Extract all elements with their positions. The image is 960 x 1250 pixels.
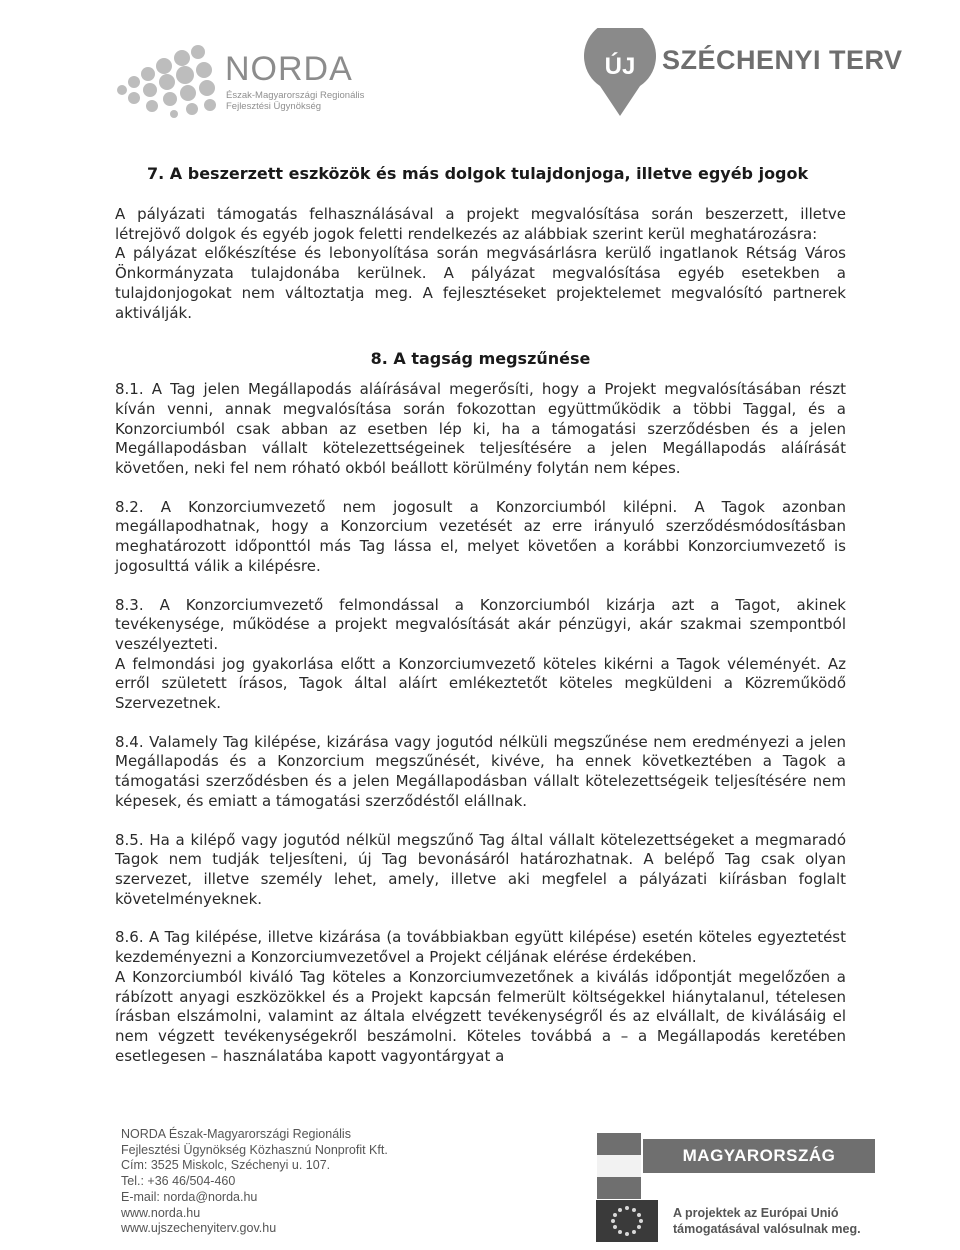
eu-support-text — [673, 1205, 861, 1237]
section-7-heading: 7. A beszerzett eszközök és más dolgok tulajdonjoga, illetve egyéb jogok — [147, 164, 809, 183]
footer-org-name-2: Fejlesztési Ügynökség Közhasznú Nonprofit Kft. — [121, 1142, 388, 1157]
magyarorszag-megujul-badge: MAGYARORSZÁG MEGÚJUL — [643, 1139, 875, 1173]
footer-org-name: NORDA Észak-Magyarországi Regionális — [121, 1127, 351, 1141]
eu-support-line2: támogatásával valósulnak meg. — [673, 1222, 861, 1236]
hungarian-flag-icon — [597, 1133, 641, 1201]
norda-subtitle — [226, 90, 366, 112]
szechenyi-terv-title: SZÉCHENYI TERV — [662, 45, 903, 75]
footer-website: www.norda.hu — [121, 1205, 201, 1220]
footer-phone: Tel.: +36 46/504-460 — [121, 1174, 236, 1189]
paragraph-8-1: 8.1. A Tag jelen Megállapodás aláírásával megerősíti, hogy a Projekt megvalósításában részt kíván venni, annak megvalósítása során fokozottan együttműködik a többi Taggal, és a Konzorciumból csak abban az esetben lép ki, ha a támogatási szerződésben és a jelen Megállapodásban vállalt kötelezettségeinek teljesítésére a jelen Megállapodás aláírását követően, neki fel nem róható okból beállott körülmény folytán nem képes. — [115, 380, 846, 478]
uj-badge-text: ÚJ — [604, 53, 636, 80]
paragraph-8-6-continued: A Konzorciumból kiváló Tag köteles a Konzorciumvezetőnek a kiválás időpontját megelőzően a rábízott anyagi eszközökkel és a Projekt kapcsán felmerült költségekkel hiánytalanul, tételesen írásban elszámolni, valamint az általa elvégzett tevékenységről és az elvállalt, de kiválásáig el nem végzett tevékenységekről beszámolni. Köteles továbbá a – a Megállapodás keretében esetlegesen – használatába kapott vagyontárgyat a — [115, 967, 846, 1065]
norda-subtitle-line1: Észak-Magyarországi Regionális — [226, 90, 365, 101]
paragraph-8-4: 8.4. Valamely Tag kilépése, kizárása vagy jogutód nélküli megszűnése nem eredményezi a jelen Megállapodás és a Konzorcium megszűnését, kivéve, ha ennek következtében a Tagok a támogatási szerződésben és a jelen Megállapodásban vállalt kötelezettségeik teljesítésére nem képesek, és emiatt a támogatási szerződéstől elállnak. — [115, 732, 846, 810]
norda-name: NORDA — [225, 50, 353, 88]
document-body — [115, 164, 846, 1066]
paragraph-8-5: 8.5. Ha a kilépő vagy jogutód nélkül megszűnő Tag által vállalt kötelezettségeket a megmaradó Tagok nem tudják teljesíteni, új Tag bevonásáról határozhatnak. A belépő Tag csak olyan szervezet, illetve személy lehet, amely, illetve aki megfelel a pályázati kiírásban foglalt követelményeknek. — [115, 830, 846, 908]
page-header — [0, 0, 960, 140]
paragraph-8-6: 8.6. A Tag kilépése, illetve kizárása (a továbbiakban együtt kilépése) esetén köteles egyeztetést kezdeményezni a Konzorciumvezetővel a Projekt céljának elérése érdekében. — [115, 928, 846, 967]
eu-support-line1: A projektek az Európai Unió — [673, 1206, 839, 1220]
page-footer — [0, 1118, 960, 1250]
section-7-paragraph-2: A pályázat előkészítése és lebonyolítása során megvásárlásra kerülő ingatlanok Rétság Város Önkormányzata tulajdonába kerülnek. A pályázat megvalósítása egyéb esetekben a tulajdonjogokat nem változtatja meg. A fejlesztéseket projektelemet megvalósító partnerek aktiválják. — [115, 244, 846, 322]
paragraph-8-2: 8.2. A Konzorciumvezető nem jogosult a Konzorciumból kilépni. A Tagok azonban megállapodhatnak, hogy a Konzorcium vezetését az erre irányuló szerződésmódosításban meghatározott időponttól más Tag lássa el, melyet követően a korábbi Konzorciumvezető is jogosulttá válik a kilépésre. — [115, 497, 846, 575]
paragraph-8-3: 8.3. A Konzorciumvezető felmondással a Konzorciumból kizárja azt a Tagot, akinek tevékenysége, működése a projekt megvalósítását akár pénzügyi, akár szakmai szempontból veszélyezteti. — [115, 595, 846, 653]
eu-flag-icon — [596, 1200, 658, 1242]
footer-website-2: www.ujszechenyiterv.gov.hu — [121, 1221, 277, 1236]
footer-email: E-mail: norda@norda.hu — [121, 1189, 258, 1204]
norda-subtitle-line2: Fejlesztési Ügynökség — [226, 101, 322, 112]
section-7-paragraph-1: A pályázati támogatás felhasználásával a projekt megvalósítása során beszerzett, illetve létrejövő dolgok és egyéb jogok feletti rendelkezés az alábbiak szerint kerül meghatározásra: — [115, 205, 846, 243]
section-8-heading: 8. A tagság megszűnése — [370, 349, 591, 369]
paragraph-8-3-continued: A felmondási jog gyakorlása előtt a Konzorciumvezető köteles kikérni a Tagok véleményét. Az erről született írásos, Tagok által aláírt emlékeztetőt köteles megküldeni a Közreműködő Szervezetnek. — [115, 654, 846, 713]
footer-address: Cím: 3525 Miskolc, Széchenyi u. 107. — [121, 1158, 331, 1173]
footer-contact — [121, 1127, 388, 1237]
